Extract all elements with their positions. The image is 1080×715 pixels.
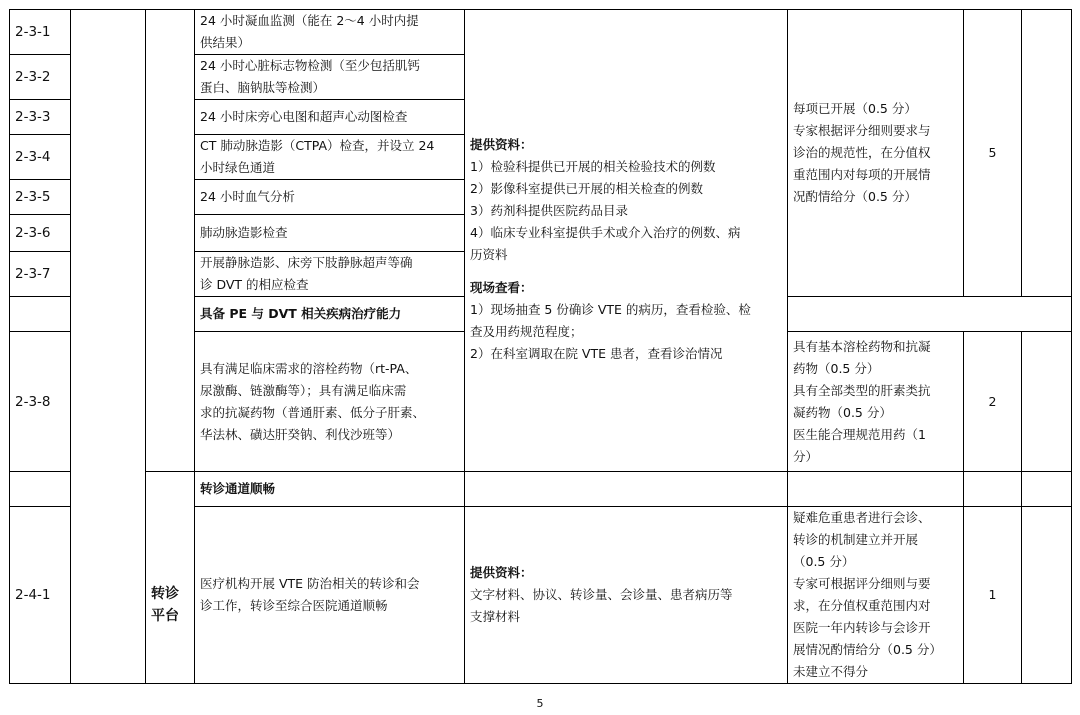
empty-cell (964, 472, 1022, 507)
row-code: 2-3-3 (10, 100, 71, 135)
row-code: 2-3-4 (10, 135, 71, 180)
section-heading: 转诊通道顺畅 (195, 472, 465, 507)
row-code-empty (10, 472, 71, 507)
evaluation-method: 提供资料： 文字材料、协议、转诊量、会诊量、患者病历等 支撑材料 (465, 507, 788, 684)
evaluation-table (9, 9, 1072, 684)
score-value: 5 (964, 10, 1022, 297)
scoring-standard: 每项已开展（0.5 分） 专家根据评分细则要求与 诊治的规范性，在分值权 重范围内对每项的开展情 况酌情给分（0.5 分） (788, 10, 964, 297)
self-score-cell (1022, 332, 1072, 472)
page-number: 5 (536, 697, 544, 710)
item-content: 24 小时心脏标志物检测（至少包括肌钙 蛋白、脑钠肽等检测） (195, 55, 465, 100)
row-code-empty (10, 297, 71, 332)
row-code: 2-3-6 (10, 215, 71, 252)
section-heading: 具备 PE 与 DVT 相关疾病治疗能力 (195, 297, 465, 332)
item-content: 24 小时凝血监测（能在 2～4 小时内提 供结果） (195, 10, 465, 55)
score-value: 1 (964, 507, 1022, 684)
row-code: 2-3-5 (10, 180, 71, 215)
level1-category-cell (71, 10, 146, 684)
row-code: 2-3-7 (10, 252, 71, 297)
empty-cell (1022, 472, 1072, 507)
item-content: 医疗机构开展 VTE 防治相关的转诊和会 诊工作，转诊至综合医院通道顺畅 (195, 507, 465, 684)
item-content: CT 肺动脉造影（CTPA）检查，并设立 24 小时绿色通道 (195, 135, 465, 180)
item-content: 24 小时血气分析 (195, 180, 465, 215)
self-score-cell (1022, 507, 1072, 684)
empty-cell (788, 297, 1072, 332)
score-value: 2 (964, 332, 1022, 472)
empty-cell (788, 472, 964, 507)
item-content: 具有满足临床需求的溶栓药物（rt-PA、 尿激酶、链激酶等）；具有满足临床需 求的抗凝药物（普通肝素、低分子肝素、 华法林、磺达肝癸钠、利伐沙班等） (195, 332, 465, 472)
category-label: 转诊 平台 (146, 472, 195, 684)
item-content: 肺动脉造影检查 (195, 215, 465, 252)
evaluation-method: 提供资料： 1）检验科提供已开展的相关检验技术的例数 2）影像科室提供已开展的相关检查的例数 3）药剂科提供医院药品目录 4）临床专业科室提供手术或介入治疗的例数、病 历资料 现场查看： 1）现场抽查 5 份确诊 VTE 的病历，查看检验、检 查及用药规范程度； 2）在科室调取在院 VTE 患者，查看诊治情况 (465, 10, 788, 472)
row-code: 2-3-1 (10, 10, 71, 55)
self-score-cell (1022, 10, 1072, 297)
level2-category-cell (146, 10, 195, 472)
item-content: 开展静脉造影、床旁下肢静脉超声等确 诊 DVT 的相应检查 (195, 252, 465, 297)
scoring-standard: 疑难危重患者进行会诊、 转诊的机制建立并开展 （0.5 分） 专家可根据评分细则与要 求，在分值权重范围内对 医院一年内转诊与会诊开 展情况酌情给分（0.5 分） 未建立不得分 (788, 507, 964, 684)
row-code: 2-3-2 (10, 55, 71, 100)
row-code: 2-3-8 (10, 332, 71, 472)
item-content: 24 小时床旁心电图和超声心动图检查 (195, 100, 465, 135)
row-code: 2-4-1 (10, 507, 71, 684)
scoring-standard: 具有基本溶栓药物和抗凝 药物（0.5 分） 具有全部类型的肝素类抗 凝药物（0.5 分） 医生能合理规范用药（1 分） (788, 332, 964, 472)
empty-cell (465, 472, 788, 507)
